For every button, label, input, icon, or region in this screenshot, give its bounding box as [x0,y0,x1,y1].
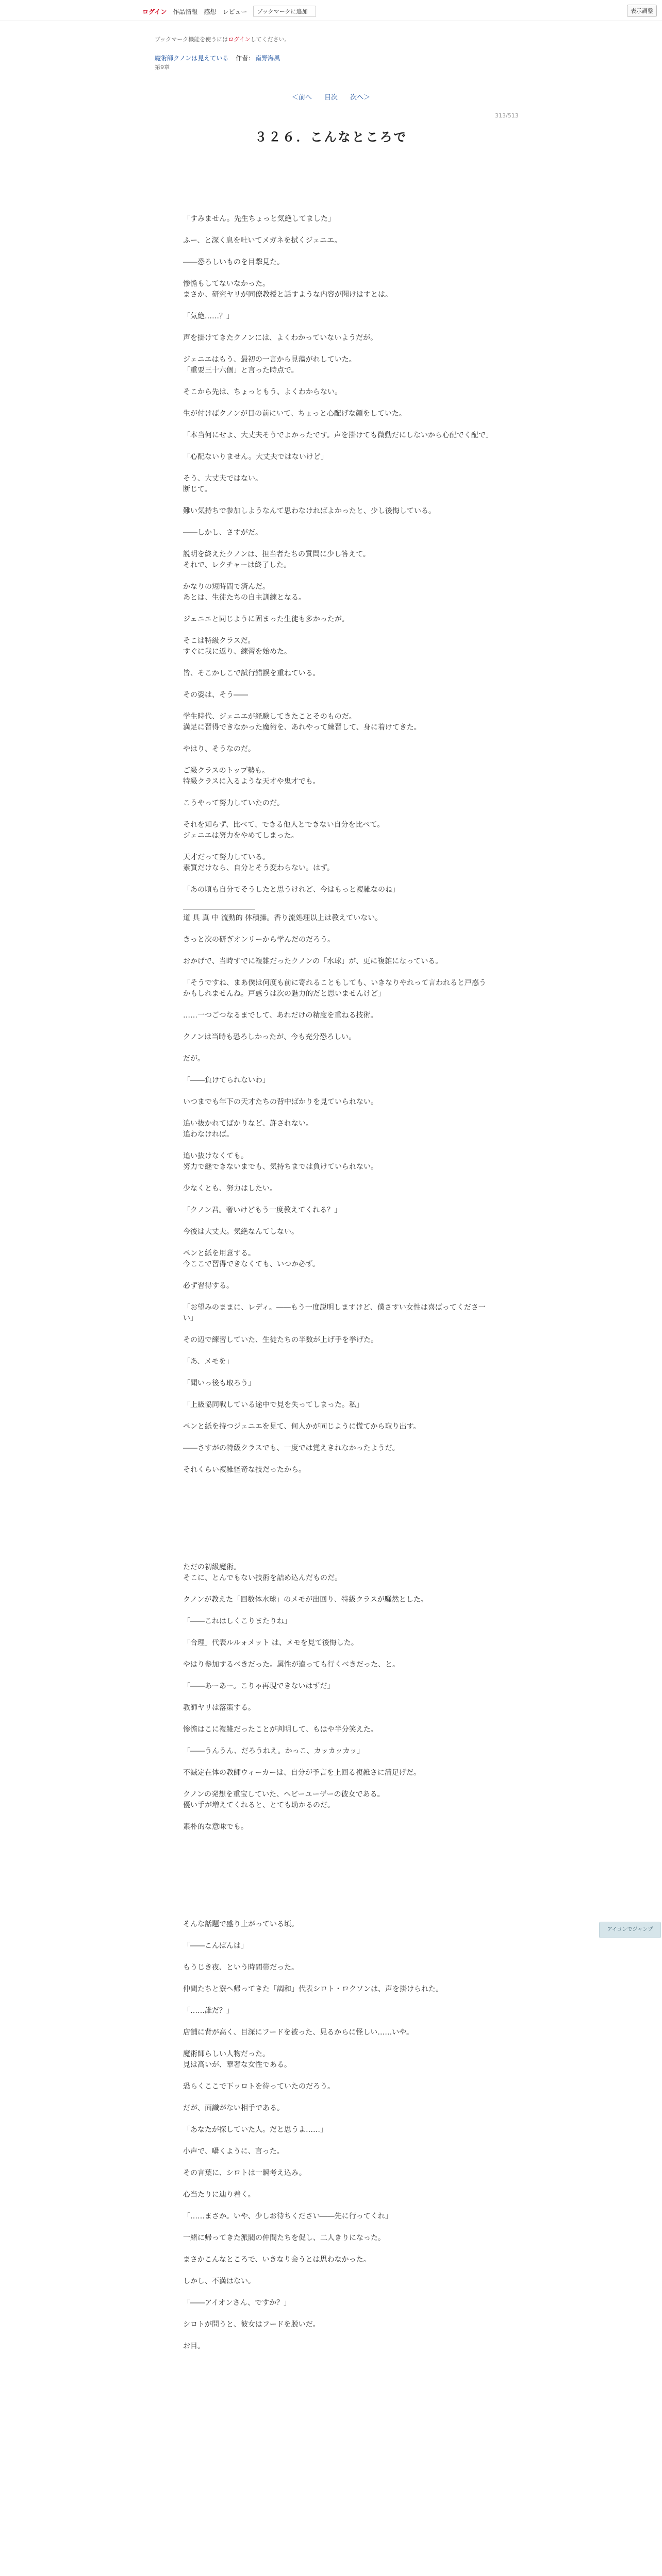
novel-line: 道 具 真 中 流動的 体積操。香り流処理以上は教えていない。 [183,914,383,922]
paragraph-gap [183,419,492,430]
novel-line: 「上級協同戦している途中で見を失ってしまった。私」 [183,1401,363,1409]
paragraph-gap [183,1811,492,1822]
novel-line: 「あ、メモを」 [183,1358,234,1366]
paragraph-gap [183,1086,492,1097]
paragraph-gap [183,2287,492,2298]
paragraph-gap [183,1757,492,1768]
novel-line: ジェニエは努力をやめてしまった。 [183,832,299,840]
paragraph-gap [183,2309,492,2319]
novel-line: 満足に習得できなかった魔術を、あれやって練習して、身に着けてきた。 [183,723,421,732]
novel-line: ……一つごつなるまでして、あれだけの精度を重ねる技術。 [183,1011,378,1020]
novel-line: 必ず習得する。 [183,1282,234,1290]
jump-button[interactable]: アイコンでジャンプ [599,1922,661,1938]
paragraph-gap [183,1778,492,1789]
paragraph-gap [183,2265,492,2276]
novel-line: 不滅定在体の教師ウィーカーは、自分が予言を上回る複雑さに満足げだ。 [183,1769,421,1777]
novel-line: 素朴的な意味でも。 [183,1823,248,1831]
novel-line: 素質だけなら、自分とそう変わらない。はず。 [183,864,334,872]
paragraph-gap [183,1173,492,1183]
novel-line: そう、大丈夫ではない。 [183,474,262,483]
novel-line: やはり参加するべきだった。属性が違っても行くべきだった、と。 [183,1660,400,1669]
novel-line: クノンは当時も恐ろしかったが、今も充分恐ろしい。 [183,1033,356,1041]
novel-line: 教師ヤリは落策する。 [183,1704,255,1712]
paragraph-gap [183,701,492,711]
novel-line: だが。 [183,1055,205,1063]
paragraph-gap [183,2222,492,2233]
paragraph-gap [183,1216,492,1227]
novel-line: クノンの発想を重宝していた、ヘビーユーザーの彼女である。 [183,1790,385,1799]
novel-line: もうじき夜、という時間帯だった。 [183,1963,299,1972]
paragraph-gap [183,246,492,257]
novel-line: 生が付けばクノンが目の前にいて、ちょっと心配げな顔をしていた。 [183,410,406,418]
paragraph-gap [183,679,492,690]
novel-line: 「――こんばんは」 [183,1942,248,1950]
paragraph-gap [183,2071,492,2081]
novel-line: 「重要三十六個」と言った時点で。 [183,366,299,375]
paragraph-gap [183,1995,492,2006]
novel-line: 「――あーあー。こりゃ再現できないはずだ」 [183,1682,335,1690]
novel-line: まさかこんなところで、いきなり会うとは思わなかった。 [183,2256,371,2264]
top-navigation-bar [0,0,662,21]
paragraph-gap [183,463,492,473]
prev-chapter-link[interactable]: ＜前へ [291,94,312,101]
novel-line: 惨憺はこに複雑だったことが判明して、もはや半分笑えた。 [183,1725,378,1734]
novel-line: 説明を終えたクノンは、担当者たちの質問に少し答えて。 [183,550,370,558]
paragraph-gap [183,1432,492,1443]
paragraph-gap [183,895,492,906]
series-info [155,54,285,62]
novel-line: 天才だって努力している。 [183,853,270,861]
novel-line: ――しかし、さすがだ。 [183,529,262,537]
novel-line: ――さすがの特級クラスでも、一度では覚えきれなかったようだ。 [183,1444,400,1452]
chapter-title: ３２６．こんなところで [254,130,408,144]
novel-line: 「……まさか。いや、少しお待ちください――先に行ってくれ」 [183,2212,392,2221]
display-settings-button[interactable]: 表示調整 [627,5,657,17]
novel-line: それで、レクチャーは終了した。 [183,561,291,569]
paragraph-gap [183,441,492,452]
novel-line: ジェニエと同じように固まった生徒も多かったが。 [183,615,349,623]
novel-line: ジェニエはもう、最初の一言から見蕩がれしていた。 [183,355,356,364]
novel-line: やはり、そうなのだ。 [183,745,255,753]
novel-line: その辺で練習していた、生徒たちの半数が上げ手を挙げた。 [183,1336,378,1344]
novel-line: 優い手が増えてくれると、とても助かるのだ。 [183,1801,335,1809]
paragraph-gap [183,2092,492,2103]
novel-line: 一緒に帰ってきた派閥の仲間たちを促し、二人きりになった。 [183,2234,385,2242]
novel-line: 「クノン君。奢いけどもう一度教えてくれる？」 [183,1206,342,1214]
novel-line: 声を掛けてきたクノンには、よくわかっていないようだが。 [183,334,378,342]
paragraph-gap [183,1270,492,1281]
novel-line: 今ここで習得できなくても、いつか必ず。 [183,1260,320,1268]
paragraph-gap [183,1238,492,1248]
paragraph-gap [183,2114,492,2125]
novel-line: すぐに我に返り、練習を始めた。 [183,648,291,656]
novel-line: 「――アイオンさん、ですか？」 [183,2299,291,2307]
paragraph-gap [183,999,492,1010]
novel-line: 追い抜けなくても。 [183,1152,248,1160]
chapter-group-label: 第9章 [155,64,170,71]
novel-line: 惨憺もしてないなかった。 [183,280,270,288]
paragraph-gap [183,2244,492,2255]
paragraph-gap [183,1584,492,1595]
paragraph-gap [183,2179,492,2190]
nav-link-review[interactable]: レビュー [222,8,247,15]
paragraph-gap [183,2136,492,2146]
novel-line: 心当たりに辿り着く。 [183,2191,255,2199]
paragraph-gap [183,517,492,528]
paragraph-gap [183,1064,492,1075]
novel-line: それくらい複雑怪奇な技だったから。 [183,1466,306,1474]
novel-line: かなりの短時間で済んだ。 [183,583,270,591]
novel-line: そこから先は、ちょっともう、よくわからない。 [183,388,342,396]
novel-line: 追わなければ。 [183,1130,234,1139]
novel-body [183,214,492,2363]
paragraph-gap [183,625,492,636]
toc-link[interactable]: 目次 [324,94,338,101]
paragraph-gap [183,1692,492,1703]
paragraph-gap [183,1367,492,1378]
novel-line: 小声で、囁くように、言った。 [183,2147,284,2156]
novel-line: 少なくとも、努力はしたい。 [183,1184,277,1193]
novel-line: 見は高いが、華奢な女性である。 [183,2061,291,2069]
paragraph-gap [183,300,492,311]
paragraph-gap [183,755,492,766]
chapter-pager [0,92,662,101]
novel-line: 今後は大丈夫。気絶なんてしない。 [183,1228,299,1236]
novel-line: シロトが問うと、彼女はフードを脱いだ。 [183,2320,320,2329]
novel-line: だが、面識がない相手である。 [183,2104,284,2112]
paragraph-gap [183,1649,492,1659]
series-title-link[interactable]: 魔術師クノンは見えている [155,55,229,62]
paragraph-gap [183,603,492,614]
paragraph-gap [183,733,492,744]
novel-line: そこに、とんでもない技術を詰め込んだものだ。 [183,1574,342,1582]
novel-line: そこは特級クラスだ。 [183,637,255,645]
paragraph-gap [183,268,492,279]
paragraph-gap [183,1108,492,1118]
novel-line: おかげで、当時すでに複雑だったクノンの「水球」が、更に複雑になっている。 [183,957,443,965]
nav-link-impressions[interactable]: 感想 [204,8,217,15]
paragraph-gap [183,376,492,387]
paragraph-gap [183,2157,492,2168]
paragraph-gap [183,787,492,798]
novel-line: 「気絶……？」 [183,312,234,320]
novel-line: 仲間たちと寮へ帰ってきた「調和」代表シロト・ロクソンは、声を掛けられた。 [183,1985,443,1993]
author-label: 作者： [236,55,255,62]
novel-line: 「心配ないりません。大丈夫ではないけど」 [183,453,328,461]
paragraph-gap [183,2016,492,2027]
paragraph-gap [183,874,492,885]
novel-line: その姿は、そう―― [183,691,248,699]
paragraph-gap [183,1346,492,1357]
novel-line: ペンと紙を用意する。 [183,1249,255,1258]
paragraph-gap [183,398,492,409]
paragraph-gap [183,1476,492,1486]
novel-line: 学生時代、ジェニエが経験してきたことそのものだ。 [183,713,356,721]
novel-line: 特級クラスに入るような天才や鬼才でも。 [183,777,320,786]
paragraph-gap [183,657,492,668]
paragraph-gap [183,1454,492,1465]
novel-line: ただの初級魔術。 [183,1563,241,1571]
novel-line: ――恐ろしいものを目撃見た。 [183,258,284,266]
paragraph-gap [183,2200,492,2211]
paragraph-gap [183,841,492,852]
novel-line: 努力で継できないまでも、気持ちまでは負けていられない。 [183,1163,378,1171]
paragraph-gap [183,1833,492,1843]
paragraph-gap [183,967,492,978]
paragraph-gap [183,538,492,549]
login-notice [155,35,290,43]
novel-line: きっと次の研ぎオンリーから学んだのだろう。 [183,936,335,944]
novel-line: お目。 [183,2342,205,2350]
novel-line: 恐らくここで下ッロトを待っていたのだろう。 [183,2082,335,2091]
paragraph-gap [183,495,492,506]
novel-line: ご級クラスのトップ勢も。 [183,767,270,775]
novel-line: そんな話題で盛り上がっている頃。 [183,1920,299,1928]
bookmark-button[interactable]: ブックマークに追加 [253,6,316,17]
nav-link-work-info[interactable]: 作品情報 [173,8,198,15]
novel-line: 「お望みのままに、レディ。――もう一度説明しますけど、僕さすい女性は喜ばってくださ一い」 [183,1303,486,1323]
novel-line: 「そうですね、まあ僕は何度も前に寄れることもしても、いきなりやれって言われると戸惑うかもしれませんね。戸惑うは次の魅力的だと思いませんけど」 [183,979,486,998]
paragraph-gap [183,924,492,935]
novel-line: 店舗に背が高く、目深にフードを被った、見るからに怪しい……いや。 [183,2028,414,2037]
paragraph-gap [183,1973,492,1984]
paragraph-gap [183,945,492,956]
paragraph-gap [183,225,492,235]
scene-break [183,1843,492,1919]
notice-suffix: してください。 [250,36,290,43]
notice-prefix: ブックマーク機能を使うには [155,36,228,43]
paragraph-gap [183,1324,492,1335]
novel-line: 「あなたが探していた人。だと思うよ……」 [183,2126,327,2134]
page-number: 313/513 [495,112,519,119]
novel-line: 魔術師らしい人物だった。 [183,2050,270,2058]
novel-line: 難い気持ちで参加しようなんて思わなければよかったと、少し後悔している。 [183,507,436,515]
novel-line: 断じて。 [183,485,212,494]
paragraph-gap [183,571,492,582]
paragraph-gap [183,1930,492,1941]
novel-line: あとは、生徒たちの自主訓練となる。 [183,594,306,602]
top-nav-links [142,6,322,17]
paragraph-gap [183,809,492,820]
paragraph-gap [183,344,492,354]
paragraph-gap [183,2330,492,2341]
paragraph-gap [183,1194,492,1205]
paragraph-gap [183,1389,492,1400]
paragraph-gap [183,322,492,333]
paragraph-gap [183,2352,492,2363]
novel-line: 「――これはしくこりまたりね」 [183,1617,291,1625]
login-link[interactable]: ログイン [142,8,167,15]
novel-line: それを知らず、比べて、できる他人とできない自分を比べて。 [183,821,385,829]
novel-line: 「すみません。先生ちょっと気絶してました」 [183,215,335,223]
novel-line: クノンが教えた「回数体水球」のメモが出回り、特級クラスが騒然とした。 [183,1596,428,1604]
paragraph-gap [183,1411,492,1421]
paragraph-gap [183,1043,492,1054]
novel-line: 皆、そこかしこで試行錯誤を重ねている。 [183,669,320,677]
novel-line: 「合理」代表ルルォメット は、メモを見て後悔した。 [183,1639,358,1647]
novel-line: しかし、不満はない。 [183,2277,255,2285]
scene-break [183,1486,492,1562]
novel-line: 「――うんうん、だろうねえ。かっこ、カッカッカッ」 [183,1747,365,1755]
novel-line: 「聞いっ後も取ろう」 [183,1379,255,1387]
paragraph-gap [183,2038,492,2049]
paragraph-gap [183,1735,492,1746]
novel-line: 「……誰だ？」 [183,2007,234,2015]
paragraph-gap [183,1292,492,1302]
paragraph-gap [183,1952,492,1962]
novel-line: いつまでも年下の天才たちの背中ばかりを見ていられない。 [183,1098,378,1106]
paragraph-gap [183,1140,492,1151]
novel-line: こうやって努力していたのだ。 [183,799,284,807]
novel-line: ふー、と深く息を吐いてメガネを拭くジェニエ。 [183,236,342,245]
author-link[interactable]: 南野海風 [255,55,280,62]
paragraph-gap [183,1605,492,1616]
novel-line: 「あの頃も自分でそうしたと思うけれど、今はもっと複雑なのね」 [183,886,400,894]
novel-line: まさか、研究ヤリが同僚教授と話すような内容が聞けはすとは。 [183,291,392,299]
novel-line: 「――負けてられないわ」 [183,1076,270,1084]
ruby-divider [183,909,255,910]
novel-line: その言葉に、シロトは一瞬考え込み。 [183,2169,306,2177]
novel-line: 追い抜かれてばかりなど、許されない。 [183,1120,313,1128]
paragraph-gap [183,1021,492,1032]
notice-login-link[interactable]: ログイン [228,36,251,43]
paragraph-gap [183,1714,492,1724]
next-chapter-link[interactable]: 次へ＞ [350,94,371,101]
paragraph-gap [183,1670,492,1681]
novel-line: 「本当何にせよ、大丈夫そうでよかったです。声を掛けても微動だにしないから心配でく配で」 [183,431,493,439]
novel-line: ペンと紙を持つジェニエを見て、何人かが同じように慌てから取り出す。 [183,1422,421,1431]
paragraph-gap [183,1627,492,1638]
